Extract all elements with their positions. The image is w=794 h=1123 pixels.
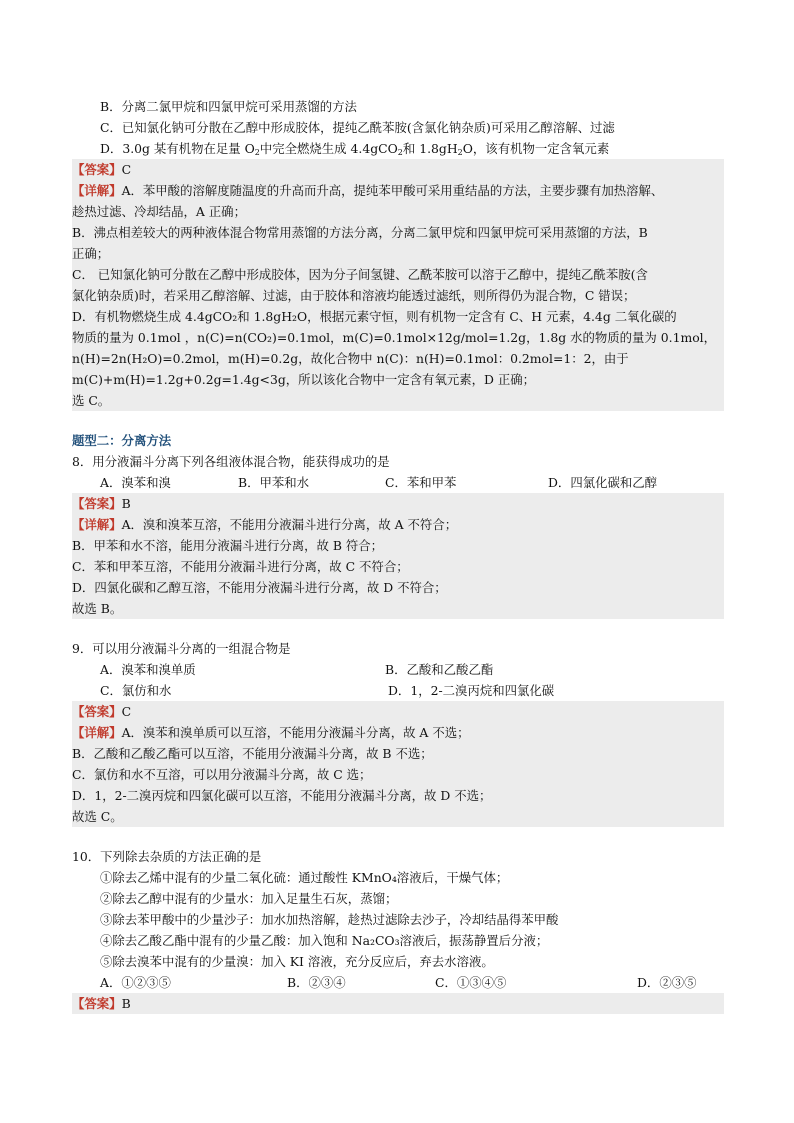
answer-label: 【答案】 [72,996,122,1011]
q7-detail-line: 趁热过滤、冷却结晶，A 正确； [72,201,724,222]
q9-detail-line: 故选 C。 [72,806,724,827]
detail-label: 【详解】 [72,183,122,198]
q10-option-a: A．①②③⑤ [100,975,171,990]
answer-label: 【答案】 [72,704,122,719]
q10-item: ④除去乙酸乙酯中混有的少量乙酸：加入饱和 Na₂CO₃溶液后，振荡静置后分液； [100,933,549,948]
q9-detail-line: C．氯仿和水不互溶，可以用分液漏斗分离，故 C 选； [72,764,724,785]
q8-detail-line: D．四氯化碳和乙醇互溶，不能用分液漏斗进行分离，故 D 不符合； [72,577,724,598]
answer-value: B [121,496,131,511]
q7-detail-line: 正确； [72,243,724,264]
q8-detail-line: 【详解】A．溴和溴苯互溶，不能用分液漏斗进行分离，故 A 不符合； [72,514,724,535]
q10-stem: 10．下列除去杂质的方法正确的是 [72,849,262,864]
q9-options-row2 [72,680,724,701]
q9-stem: 9．可以用分液漏斗分离的一组混合物是 [72,641,291,656]
q10-option-b: B．②③④ [287,975,346,990]
q9-option-b: B．乙酸和乙酸乙酯 [385,662,494,677]
answer-value: B [121,996,131,1011]
q7-detail-line: 选 C。 [72,390,724,411]
q8-detail-line: 故选 B。 [72,598,724,619]
q8-option-b: B．甲苯和水 [238,475,310,490]
q7-option-d: D．3.0g 某有机物在足量 $O_2$中完全燃烧生成 4.4gCO$_2$和 $1.8gH_2O$，该有机物一定含氧元素 [100,141,610,157]
answer-label: 【答案】 [72,162,122,177]
q7-detail-line: 物质的量为 0.1mol ，n(C)=n(CO₂)=0.1mol，m(C)=0.1mol×12g/mol=1.2g，1.8g 水的物质的量为 0.1mol， [72,327,724,348]
q10-options [72,972,724,993]
answer-value: C [121,704,132,719]
q8-answer [72,493,724,514]
q7-detail-line: B．沸点相差较大的两种液体混合物常用蒸馏的方法分离，分离二氯甲烷和四氯甲烷可采用蒸馏的方法，B [72,222,724,243]
q9-option-c: C．氯仿和水 [100,683,172,698]
q8-option-d: D．四氯化碳和乙醇 [548,475,658,490]
q10-item: ①除去乙烯中混有的少量二氧化硫：通过酸性 KMnO₄溶液后，干燥气体； [100,870,509,885]
q8-detail-line: C．苯和甲苯互溶，不能用分液漏斗进行分离，故 C 不符合； [72,556,724,577]
q8-options [72,472,724,493]
section-heading: 题型二：分离方法 [72,433,172,448]
q10-item: ②除去乙醇中混有的少量水：加入足量生石灰，蒸馏； [100,891,398,906]
q7-detail-line: m(C)+m(H)=1.2g+0.2g=1.4g<3g，所以该化合物中一定含有氧元素，D 正确； [72,369,724,390]
q9-option-a: A．溴苯和溴单质 [100,662,196,677]
answer-value: C [121,162,132,177]
q7-answer [72,159,724,180]
detail-label: 【详解】 [72,725,122,740]
q10-item: ③除去苯甲酸中的少量沙子：加水加热溶解，趁热过滤除去沙子，冷却结晶得苯甲酸 [100,912,559,927]
q7-option-b: B．分离二氯甲烷和四氯甲烷可采用蒸馏的方法 [100,99,357,114]
q8-stem: 8．用分液漏斗分离下列各组液体混合物，能获得成功的是 [72,454,390,469]
q9-answer [72,701,724,722]
q7-detail-line: D．有机物燃烧生成 4.4gCO₂和 1.8gH₂O，根据元素守恒，则有机物一定含有 C、H 元素，4.4g 二氧化碳的 [72,306,724,327]
q7-detail-line: 【详解】A．苯甲酸的溶解度随温度的升高而升高，提纯苯甲酸可采用重结晶的方法，主要步骤有加热溶解、 [72,180,724,201]
q9-option-d: D．1，2-二溴丙烷和四氯化碳 [388,683,555,698]
detail-label: 【详解】 [72,517,122,532]
q8-option-c: C．苯和甲苯 [385,475,457,490]
q10-item: ⑤除去溴苯中混有的少量溴：加入 KI 溶液，充分反应后，弃去水溶液。 [100,954,494,969]
q10-option-d: D．②③⑤ [637,975,697,990]
q8-detail-line: B．甲苯和水不溶，能用分液漏斗进行分离，故 B 符合； [72,535,724,556]
q9-detail-line: B．乙酸和乙酸乙酯可以互溶，不能用分液漏斗分离，故 B 不选； [72,743,724,764]
q8-option-a: A．溴苯和溴 [100,475,171,490]
q9-detail-line: 【详解】A．溴苯和溴单质可以互溶，不能用分液漏斗分离，故 A 不选； [72,722,724,743]
q7-detail-line: C． 已知氯化钠可分散在乙醇中形成胶体，因为分子间氢键、乙酰苯胺可以溶于乙醇中，提纯乙酰苯胺(含 [72,264,724,285]
q10-option-c: C．①③④⑤ [435,975,507,990]
q9-options-row1 [72,659,724,680]
q9-detail-line: D．1，2-二溴丙烷和四氯化碳可以互溶，不能用分液漏斗分离，故 D 不选； [72,785,724,806]
answer-label: 【答案】 [72,496,122,511]
q10-answer [72,993,724,1014]
q7-detail-line: n(H)=2n(H₂O)=0.2mol，m(H)=0.2g，故化合物中 n(C)：n(H)=0.1mol：0.2mol=1：2，由于 [72,348,724,369]
q7-option-c: C．已知氯化钠可分散在乙醇中形成胶体，提纯乙酰苯胺(含氯化钠杂质)可采用乙醇溶解、过滤 [100,120,615,135]
q7-detail-line: 氯化钠杂质)时，若采用乙醇溶解、过滤，由于胶体和溶液均能透过滤纸，则所得仍为混合物，C 错误； [72,285,724,306]
